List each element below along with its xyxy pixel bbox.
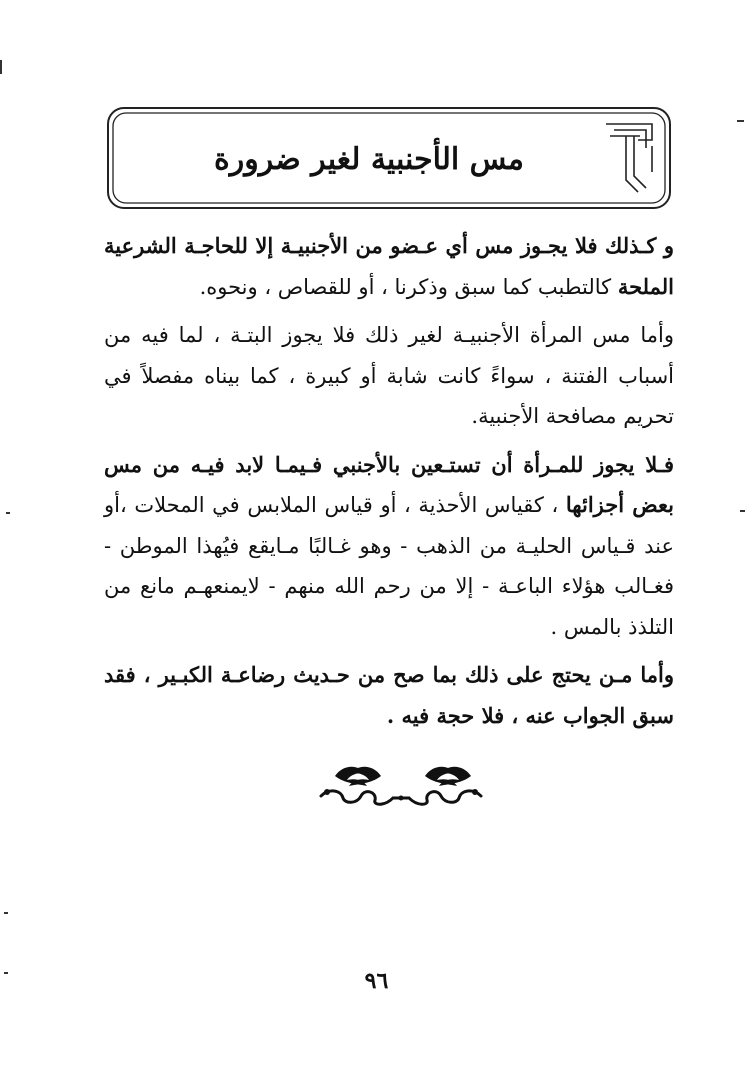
- paragraph-4: [104, 655, 674, 736]
- page-number: ٩٦: [364, 968, 389, 994]
- paragraph-2-text: وأما مس المرأة الأجنبيـة لغير ذلك فلا يجوز البتـة ، لما فيه من أسباب الفتنة ، سواءً كانت شابة أو كبيرة ، كما بيناه مفصلاً في تحريم مصافحة الأجنبية.: [104, 323, 674, 428]
- scan-mark-right-1: [737, 120, 744, 122]
- paragraph-1-text: كالتطبب كما سبق وذكرنا ، أو للقصاص ، ونحوه.: [199, 274, 618, 299]
- paragraph-1: [104, 226, 674, 307]
- scan-mark-left-1: [0, 60, 2, 74]
- scan-mark-left-3: [4, 912, 8, 914]
- page-title: مس الأجنبية لغير ضرورة: [214, 141, 524, 177]
- body-text: [104, 226, 674, 744]
- title-frame: [106, 106, 672, 210]
- floral-divider-icon: [315, 762, 487, 812]
- paragraph-3-text: ، كقياس الأحذية ، أو قياس الملابس في المحلات ،أو عند قـياس الحليـة من الذهب - وهو غـالبًا مـايقع فيُهذا الموطن - فغـالب هؤلاء الباعـة - إلا من رحم الله منهم - لايمنعهـم مانع من التلذذ بالمس .: [104, 493, 674, 639]
- scan-mark-right-2: [740, 510, 745, 512]
- scan-mark-left-2: [6, 512, 10, 514]
- paragraph-3: [104, 445, 674, 648]
- paragraph-3-bold: فـلا يجوز للمـرأة أن تستـعين بالأجنبي فـيمـا لابد فيـه من مس بعض أجزائها: [104, 451, 674, 517]
- paragraph-1-bold: و كـذلك فلا يجـوز مس أي عـضو من الأجنبيـة إلا للحاجـة الشرعية الملحة: [104, 233, 674, 299]
- paragraph-2: [104, 315, 674, 437]
- paragraph-4-bold: وأما مـن يحتج على ذلك بما صح من حـديث رضاعـة الكبـير ، فقد سبق الجواب عنه ، فلا حجة فيه .: [104, 662, 674, 728]
